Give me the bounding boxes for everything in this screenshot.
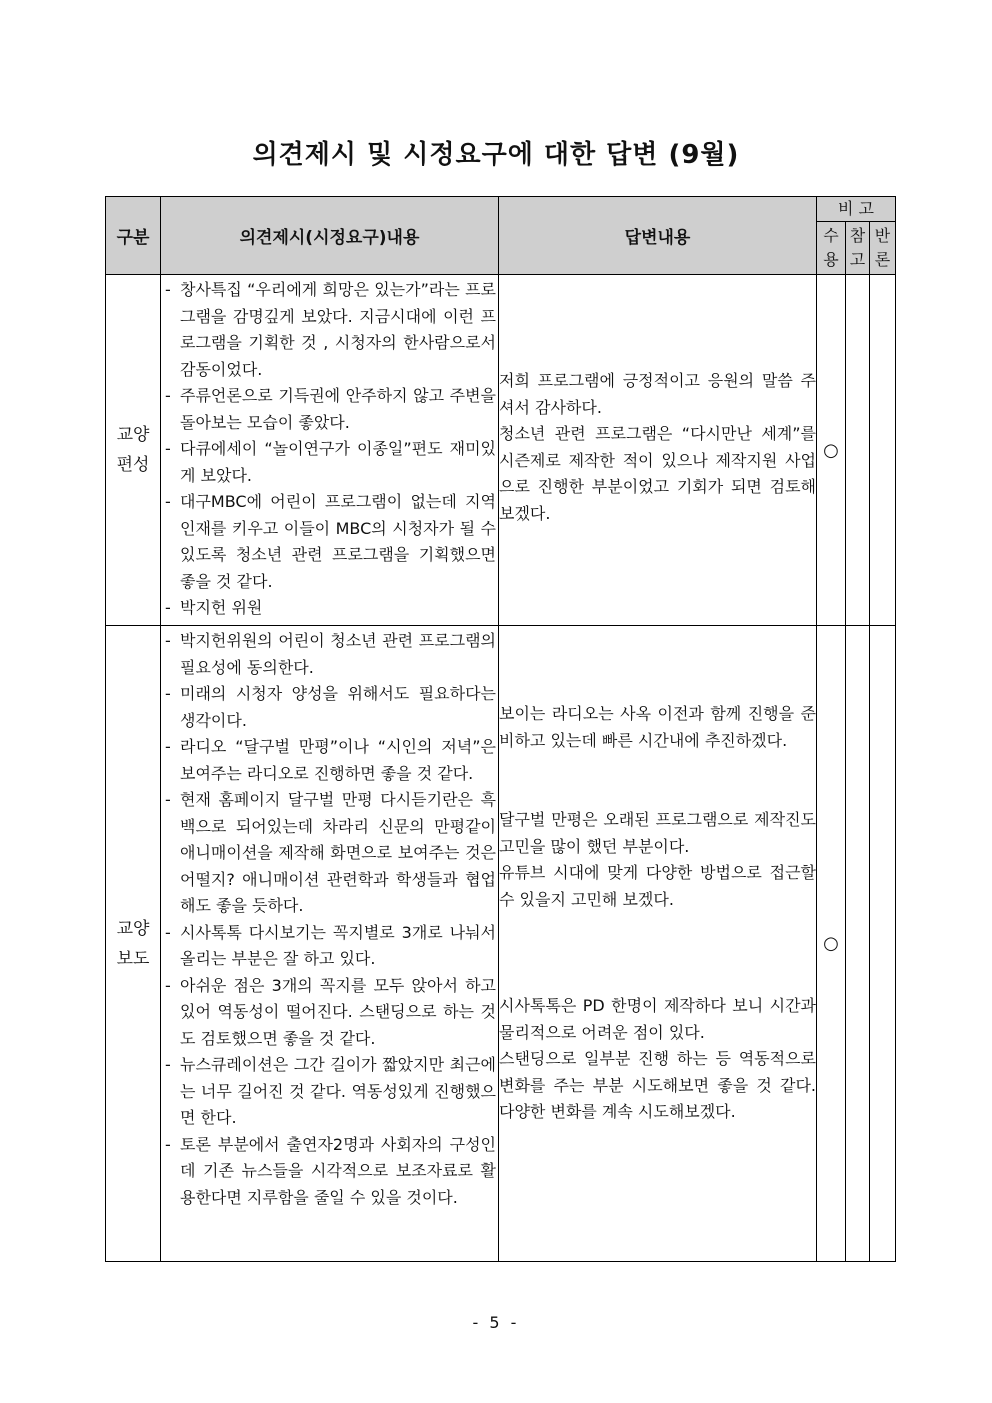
opinion-response-table xyxy=(105,196,896,1262)
opinion-item: - 박지헌 위원 xyxy=(165,595,496,622)
opinion-item: - 뉴스큐레이션은 그간 길이가 짧았지만 최근에는 너무 길어진 것 같다. 역동성있게 진행했으면 한다. xyxy=(165,1052,496,1132)
answer-paragraph: 시사톡톡은 PD 한명이 제작하다 보니 시간과 물리적으로 어려운 점이 있다. xyxy=(499,996,816,1042)
header-accept: 수용 xyxy=(817,222,846,275)
header-note: 비 고 xyxy=(817,197,896,222)
header-refer: 참고 xyxy=(846,222,870,275)
answer-paragraph: 청소년 관련 프로그램은 “다시만난 세계”를 시즌제로 제작한 적이 있으나 제작지원 사업으로 진행한 부분이었고 기회가 되면 검토해 보겠다. xyxy=(499,424,816,523)
opinion-item: - 현재 홈페이지 달구벌 만평 다시듣기란은 흑백으로 되어있는데 차라리 신문의 만평같이 애니매이션을 제작해 화면으로 보여주는 것은 어떨지? 애니매이션 관련학과 학생들과 협업해도 좋을 듯하다. xyxy=(165,787,496,920)
answer-paragraph: 보이는 라디오는 사옥 이전과 함께 진행을 준비하고 있는데 빠른 시간내에 추진하겠다. xyxy=(499,704,816,750)
row-category: 교양 편성 xyxy=(106,275,161,626)
header-category: 구분 xyxy=(106,197,161,275)
opinion-item: - 박지헌위원의 어린이 청소년 관련 프로그램의 필요성에 동의한다. xyxy=(165,628,496,681)
rebut-mark xyxy=(870,275,896,626)
answer-paragraph: 저희 프로그램에 긍정적이고 응원의 말씀 주셔서 감사하다. xyxy=(499,371,816,417)
answer-paragraph: 유튜브 시대에 맞게 다양한 방법으로 접근할 수 있을지 고민해 보겠다. xyxy=(499,863,816,909)
opinion-item: - 라디오 “달구벌 만평”이나 “시인의 저녁”은 보여주는 라디오로 진행하면 좋을 것 같다. xyxy=(165,734,496,787)
refer-mark xyxy=(846,626,870,1262)
opinion-item: - 토론 부분에서 출연자2명과 사회자의 구성인데 기존 뉴스들을 시각적으로 보조자료로 활용한다면 지루함을 줄일 수 있을 것이다. xyxy=(165,1132,496,1212)
opinion-item: - 미래의 시청자 양성을 위해서도 필요하다는 생각이다. xyxy=(165,681,496,734)
page-number: - 5 - xyxy=(472,1313,520,1332)
opinion-item: - 창사특집 “우리에게 희망은 있는가”라는 프로그램을 감명깊게 보았다. 지금시대에 이런 프로그램을 기획한 것 , 시청자의 한사람으로서 감동이었다. xyxy=(165,277,496,383)
header-answer: 답변내용 xyxy=(499,197,817,275)
row-opinions xyxy=(161,275,499,626)
answer-paragraph: 스탠딩으로 일부분 진행 하는 등 역동적으로 변화를 주는 부분 시도해보면 좋을 것 같다. 다양한 변화를 계속 시도해보겠다. xyxy=(499,1049,816,1121)
opinion-item: - 시사톡톡 다시보기는 꼭지별로 3개로 나눠서 올리는 부분은 잘 하고 있다. xyxy=(165,920,496,973)
accept-mark: ○ xyxy=(817,626,846,1262)
table-row xyxy=(106,275,896,626)
table-row xyxy=(106,626,896,1262)
page-title: 의견제시 및 시정요구에 대한 답변 (9월) xyxy=(252,140,740,170)
row-answers xyxy=(499,626,817,1262)
opinion-item: - 대구MBC에 어린이 프로그램이 없는데 지역인재를 키우고 이들이 MBC의 시청자가 될 수 있도록 청소년 관련 프로그램을 기획했으면 좋을 것 같다. xyxy=(165,489,496,595)
rebut-mark xyxy=(870,626,896,1262)
opinion-item: - 주류언론으로 기득권에 안주하지 않고 주변을 돌아보는 모습이 좋았다. xyxy=(165,383,496,436)
row-answers xyxy=(499,275,817,626)
refer-mark xyxy=(846,275,870,626)
row-category: 교양 보도 xyxy=(106,626,161,1262)
answer-paragraph: 달구벌 만평은 오래된 프로그램으로 제작진도 고민을 많이 했던 부분이다. xyxy=(499,810,816,856)
header-content: 의견제시(시정요구)내용 xyxy=(161,197,499,275)
opinion-item: - 아쉬운 점은 3개의 꼭지를 모두 앉아서 하고 있어 역동성이 떨어진다. 스탠딩으로 하는 것도 검토했으면 좋을 것 같다. xyxy=(165,973,496,1053)
accept-mark: ○ xyxy=(817,275,846,626)
row-opinions xyxy=(161,626,499,1262)
header-rebut: 반론 xyxy=(870,222,896,275)
opinion-item: - 다큐에세이 “놀이연구가 이종일”편도 재미있게 보았다. xyxy=(165,436,496,489)
